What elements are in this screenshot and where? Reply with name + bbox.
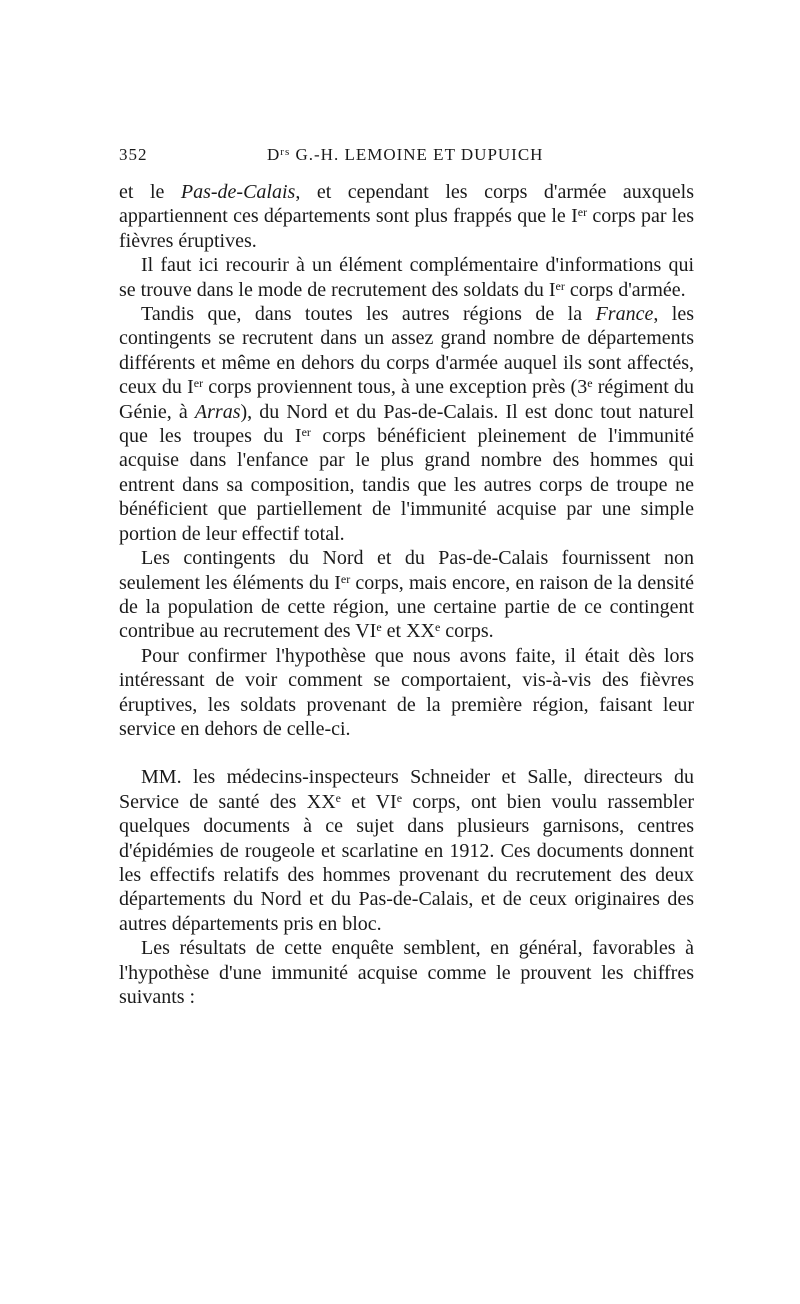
paragraph-6	[119, 765, 694, 936]
text-span: corps, ont bien voulu rassembler quelques documents à ce sujet dans plusieurs garnisons, centres d'épidémies de rougeole et scarlatine en 1912. Ces documents donnent les effectifs relatifs des hommes provenant du recrutement des deux départements du Nord et du Pas-de-Calais, et de ceux originaires des autres départements pris en bloc.	[119, 790, 694, 935]
text-span: corps, mais encore, en raison de la densité de la population de cette région, une certaine partie de ce contingent contribue au recrutement des VI	[119, 571, 694, 643]
paragraph-2	[119, 253, 694, 302]
superscript: er	[577, 205, 588, 220]
superscript: er	[301, 425, 311, 440]
text-span: corps.	[440, 620, 494, 643]
superscript: er	[193, 376, 204, 391]
text-span: et le	[119, 181, 181, 203]
superscript: er	[555, 278, 565, 293]
italic-place-name: France	[595, 303, 654, 326]
superscript: e	[335, 790, 341, 805]
body-text	[119, 180, 694, 1009]
text-span: corps d'armée.	[564, 278, 686, 301]
superscript: e	[587, 376, 593, 391]
authors-prefix-sup: rs	[280, 146, 291, 158]
paragraph-3	[119, 302, 694, 546]
superscript: e	[376, 620, 382, 635]
paragraph-1	[119, 180, 694, 253]
text-span: Les résultats de cette enquête semblent, en général, favorables à l'hypothèse d'une immunité acquise comme le prouvent les chiffres suivants :	[119, 937, 694, 1008]
text-span: et XX	[381, 620, 435, 643]
paragraph-4	[119, 546, 694, 644]
superscript: e	[434, 620, 441, 635]
text-span: régiment du Génie, à	[119, 376, 694, 423]
text-span: Tandis que, dans toutes les autres régions de la	[141, 303, 596, 326]
text-span: Pour confirmer l'hypothèse que nous avons faite, il était dès lors intéressant de voir comment se comportaient, vis-à-vis des fièvres éruptives, les soldats provenant de la première région, faisant leur service en dehors de celle-ci.	[119, 644, 694, 740]
superscript: e	[396, 790, 403, 805]
text-span: corps par les fièvres éruptives.	[119, 205, 694, 252]
authors-names: G.-H. LEMOINE ET DUPUICH	[295, 145, 544, 164]
page-number: 352	[119, 145, 148, 164]
authors-prefix: D	[267, 145, 281, 164]
text-span: , et cependant les corps d'armée auxquels appartiennent ces départements sont plus frappés que le I	[119, 181, 694, 228]
paragraph-7	[119, 936, 694, 1009]
text-span: et VI	[340, 790, 397, 813]
text-span: ), du Nord et du Pas-de-Calais. Il est donc tout naturel que les troupes du I	[119, 400, 694, 448]
text-span: Il faut ici recourir à un élément complémentaire d'informations qui se trouve dans le mode de recrutement des soldats du I	[119, 254, 694, 301]
running-head-authors	[267, 145, 543, 165]
text-span: , les contingents se recrutent dans un assez grand nombre de départements différents et même en dehors du corps d'armée auquel ils sont affectés, ceux du I	[119, 303, 694, 399]
text-span: Les contingents du Nord et du Pas-de-Calais fournissent non seulement les éléments du I	[119, 547, 694, 594]
text-span: MM. les médecins-inspecteurs Schneider et Salle, directeurs du Service de santé des XX	[119, 766, 694, 813]
italic-place-name: Pas-de-Calais	[180, 181, 296, 203]
running-header	[119, 145, 694, 169]
superscript: er	[340, 571, 351, 586]
paragraph-5	[119, 644, 694, 742]
text-span: corps bénéficient pleinement de l'immunité acquise dans l'enfance par le plus grand nombre des hommes qui entrent dans sa composition, tandis que les autres corps de troupe ne bénéficient que partiellement de l'immunité acquise par une simple portion de leur effectif total.	[119, 425, 694, 545]
italic-place-name: Arras	[194, 400, 241, 423]
text-span: corps proviennent tous, à une exception près (3	[203, 376, 588, 399]
